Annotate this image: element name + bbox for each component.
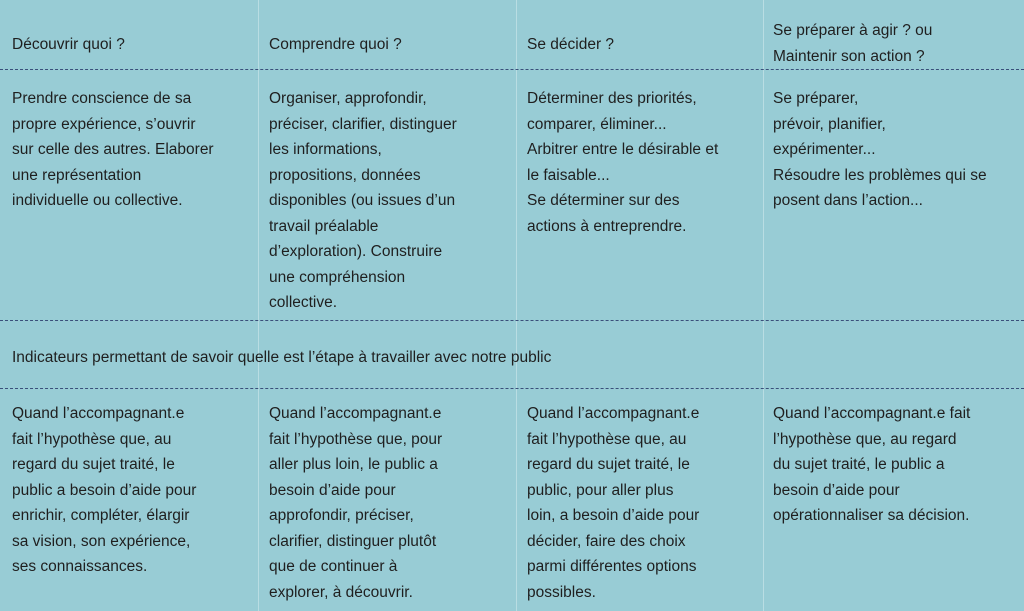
description-line: Déterminer des priorités, [527, 90, 697, 107]
indicator-line: ses connaissances. [12, 558, 148, 575]
description-line: prévoir, planifier, [773, 115, 886, 133]
header-divider [0, 69, 1024, 70]
description-line: propositions, données [269, 166, 421, 184]
description-line: propre expérience, s’ouvrir [12, 115, 196, 133]
description-line: travail préalable [269, 217, 379, 235]
description-line: Organiser, approfondir, [269, 90, 427, 107]
indicator-line: regard du sujet traité, le [12, 456, 175, 473]
description-line: posent dans l’action... [773, 192, 923, 209]
description-line: une représentation [12, 166, 142, 184]
indicator-line: approfondir, préciser, [269, 507, 414, 524]
header-line: Maintenir son action ? [773, 47, 925, 65]
description-line: Prendre conscience de sa [12, 90, 192, 107]
header-cell-decide [527, 32, 614, 58]
description-line: Résoudre les problèmes qui se [773, 166, 987, 184]
description-cell-understand [269, 86, 457, 316]
indicator-cell-understand [269, 401, 442, 605]
description-line: préciser, clarifier, distinguer [269, 115, 457, 133]
description-line: les informations, [269, 141, 382, 158]
description-line: disponibles (ou issues d’un [269, 192, 456, 209]
description-line: sur celle des autres. Elaborer [12, 141, 214, 158]
description-line: Se déterminer sur des [527, 192, 680, 209]
description-line: individuelle ou collective. [12, 192, 183, 209]
indicator-line: aller plus loin, le public a [269, 456, 438, 473]
indicator-line: Quand l’accompagnant.e fait [773, 405, 971, 422]
description-line: d’exploration). Construire [269, 243, 443, 260]
indicator-line: décider, faire des choix [527, 532, 686, 550]
column-separator [258, 0, 259, 611]
indicator-line: regard du sujet traité, le [527, 456, 690, 473]
column-separator [763, 0, 764, 611]
indicator-line: fait l’hypothèse que, pour [269, 430, 443, 448]
indicator-cell-decide [527, 401, 699, 605]
indicator-line: explorer, à découvrir. [269, 583, 413, 601]
header-line: Découvrir quoi ? [12, 36, 125, 53]
indicator-cell-discover [12, 401, 196, 580]
indicator-line: Quand l’accompagnant.e [12, 405, 185, 422]
description-line: Se préparer, [773, 90, 859, 107]
description-line: le faisable... [527, 166, 610, 184]
indicators-title: Indicateurs permettant de savoir quelle est l’étape à travailler avec notre public [12, 349, 552, 366]
indicator-line: enrichir, compléter, élargir [12, 507, 190, 524]
indicator-line: du sujet traité, le public a [773, 456, 945, 473]
header-line: Comprendre quoi ? [269, 36, 402, 53]
description-line: collective. [269, 294, 338, 311]
description-cell-discover [12, 86, 214, 214]
indicator-line: fait l’hypothèse que, au [12, 430, 172, 448]
indicator-line: opérationnaliser sa décision. [773, 507, 970, 524]
indicator-cell-act [773, 401, 970, 529]
indicator-line: clarifier, distinguer plutôt [269, 532, 437, 550]
header-line: Se préparer à agir ? ou [773, 22, 933, 39]
description-line: expérimenter... [773, 141, 876, 158]
indicators-divider [0, 388, 1024, 389]
header-cell-understand [269, 32, 402, 58]
indicator-line: que de continuer à [269, 558, 398, 575]
description-cell-act [773, 86, 987, 214]
description-line: une compréhension [269, 268, 406, 286]
indicator-line: parmi différentes options [527, 558, 697, 575]
indicator-line: Quand l’accompagnant.e [527, 405, 700, 422]
indicator-line: fait l’hypothèse que, au [527, 430, 687, 448]
header-line: Se décider ? [527, 36, 615, 53]
description-line: actions à entreprendre. [527, 217, 687, 235]
indicator-line: public, pour aller plus [527, 481, 674, 499]
indicator-line: besoin d’aide pour [269, 481, 396, 499]
column-separator [516, 0, 517, 611]
indicator-line: Quand l’accompagnant.e [269, 405, 442, 422]
indicator-line: public a besoin d’aide pour [12, 481, 197, 499]
header-cell-act [773, 18, 932, 69]
description-line: comparer, éliminer... [527, 115, 667, 133]
indicator-line: loin, a besoin d’aide pour [527, 507, 700, 524]
indicator-line: sa vision, son expérience, [12, 532, 191, 550]
header-cell-discover [12, 32, 125, 58]
indicator-line: besoin d’aide pour [773, 481, 900, 499]
description-line: Arbitrer entre le désirable et [527, 141, 719, 158]
description-divider [0, 320, 1024, 321]
description-cell-decide [527, 86, 718, 239]
indicator-line: possibles. [527, 583, 596, 601]
indicator-line: l’hypothèse que, au regard [773, 430, 957, 448]
